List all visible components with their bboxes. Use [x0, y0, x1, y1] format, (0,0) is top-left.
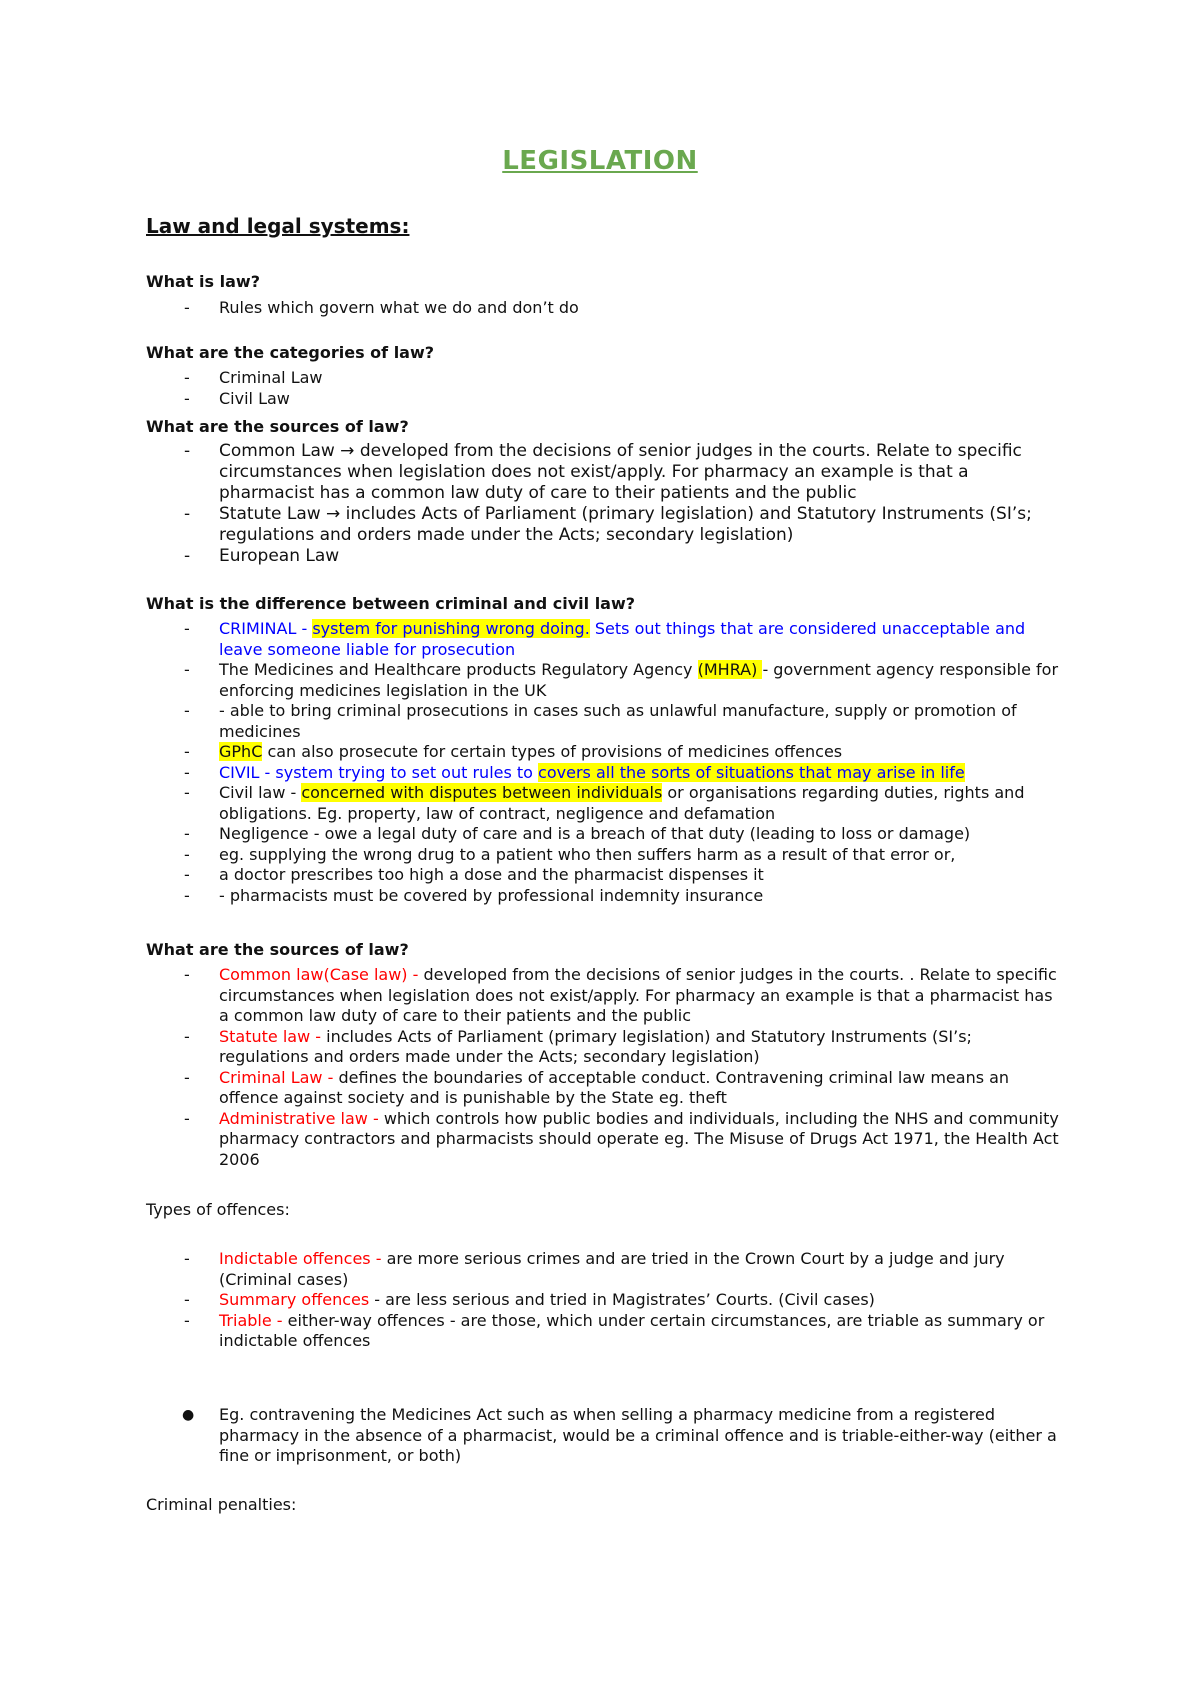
question-what-is-law: What is law? [146, 272, 260, 291]
item-text: are more serious crimes and are tried in the Crown Court by a judge and jury (Criminal cases) [219, 1249, 1005, 1289]
list-item: - Civil Law [146, 389, 1066, 410]
list-item: ● Eg. contravening the Medicines Act such as when selling a pharmacy medicine from a registered pharmacy in the absence of a pharmacist, would be a criminal offence and is triable-either-way (either a fine or imprisonment, or both) [146, 1405, 1066, 1467]
list-item-civil-law [146, 783, 1066, 824]
list-item [146, 1109, 1066, 1171]
question-sources: What are the sources of law? [146, 417, 409, 436]
item-text: defines the boundaries of acceptable conduct. Contravening criminal law means an offence against society and is punishable by the State eg. theft [219, 1067, 1010, 1107]
penalties-heading: Criminal penalties: [146, 1495, 297, 1514]
item-label: Indictable offences - [219, 1249, 387, 1268]
item-text: developed from the decisions of senior judges in the courts. . Relate to specific circumstances when legislation does not exist/apply. For pharmacy an example is that a pharmacist has a common law duty of care to their patients and the public [219, 965, 1057, 1025]
item-label: Administrative law - [219, 1108, 384, 1128]
list-item: - Criminal Law [146, 368, 1066, 389]
civil-highlight: covers all the sorts of situations that may arise in life [538, 762, 965, 782]
list-item [146, 1290, 1066, 1311]
item-label: Summary offences [219, 1290, 370, 1309]
question-categories: What are the categories of law? [146, 343, 435, 362]
item-text: which controls how public bodies and individuals, including the NHS and community pharmacy contractors and pharmacists should operate eg. The Misuse of Drugs Act 1971, the Health Act 2006 [219, 1108, 1059, 1169]
list-item: - - pharmacists must be covered by professional indemnity insurance [146, 886, 1066, 907]
answer-list-what-is-law [146, 298, 1066, 319]
item-label: Statute law - [219, 1026, 327, 1046]
list-item: - a doctor prescribes too high a dose and the pharmacist dispenses it [146, 865, 1066, 886]
section-heading: Law and legal systems: [146, 214, 410, 238]
list-item [146, 965, 1066, 1027]
item-label: Common law(Case law) - [219, 965, 424, 984]
list-item: - European Law [146, 546, 1066, 567]
civil-law-label: Civil law - [219, 783, 302, 802]
civil-label: CIVIL - system trying to set out rules to [219, 762, 539, 782]
question-sources-2: What are the sources of law? [146, 940, 409, 959]
list-item-gphc [146, 742, 1066, 763]
list-item: - Common Law → developed from the decisions of senior judges in the courts. Relate to specific circumstances when legislation does not exist/apply. For pharmacy an example is that a pharmacist has a common law duty of care to their patients and the public [146, 441, 1066, 504]
page-title: LEGISLATION [502, 146, 698, 176]
answer-list-sources-2 [146, 965, 1066, 1170]
offences-list [146, 1249, 1066, 1352]
item-text: either-way offences - are those, which under certain circumstances, are triable as summary or indictable offences [219, 1310, 1045, 1350]
list-item [146, 1249, 1066, 1290]
list-item: - eg. supplying the wrong drug to a patient who then suffers harm as a result of that error or, [146, 845, 1066, 866]
criminal-label: CRIMINAL - [219, 619, 313, 638]
civil-law-text: or organisations regarding duties, rights and obligations. Eg. property, law of contract, negligence and defamation [219, 783, 1025, 823]
list-item: - Negligence - owe a legal duty of care and is a breach of that duty (leading to loss or damage) [146, 824, 1066, 845]
list-item-mhra [146, 660, 1066, 701]
list-item [146, 1027, 1066, 1068]
answer-list-criminal-vs-civil [146, 619, 1066, 906]
example-list [146, 1405, 1066, 1467]
criminal-text: Sets out things that are considered unacceptable and leave someone liable for prosecution [219, 619, 1026, 659]
gphc-text: can also prosecute for certain types of provisions of medicines offences [262, 742, 843, 761]
offences-heading: Types of offences: [146, 1200, 290, 1219]
answer-list-categories [146, 368, 1066, 409]
mhra-text: The Medicines and Healthcare products Regulatory Agency [219, 660, 698, 679]
item-label: Criminal Law - [219, 1067, 339, 1087]
mhra-text-after: - government agency responsible for enforcing medicines legislation in the UK [219, 660, 1059, 700]
civil-law-highlight: concerned with disputes between individuals [301, 783, 663, 802]
list-item [146, 1068, 1066, 1109]
gphc-highlight: GPhC [219, 742, 263, 761]
list-item: - - able to bring criminal prosecutions in cases such as unlawful manufacture, supply or promotion of medicines [146, 701, 1066, 742]
item-label: Triable - [219, 1310, 288, 1330]
list-item: - Rules which govern what we do and don’t do [146, 298, 1066, 319]
list-item-civil [146, 763, 1066, 784]
question-criminal-vs-civil: What is the difference between criminal and civil law? [146, 594, 636, 613]
item-text: - are less serious and tried in Magistrates’ Courts. (Civil cases) [369, 1290, 875, 1309]
item-text: includes Acts of Parliament (primary legislation) and Statutory Instruments (SI’s; regulations and orders made under the Acts; secondary legislation) [219, 1026, 972, 1066]
mhra-highlight: (MHRA) [697, 660, 763, 679]
criminal-highlight: system for punishing wrong doing. [312, 619, 590, 638]
list-item-criminal [146, 619, 1066, 660]
answer-list-sources [146, 441, 1066, 567]
list-item: - Statute Law → includes Acts of Parliament (primary legislation) and Statutory Instruments (SI’s; regulations and orders made under the Acts; secondary legislation) [146, 504, 1066, 546]
list-item [146, 1311, 1066, 1352]
